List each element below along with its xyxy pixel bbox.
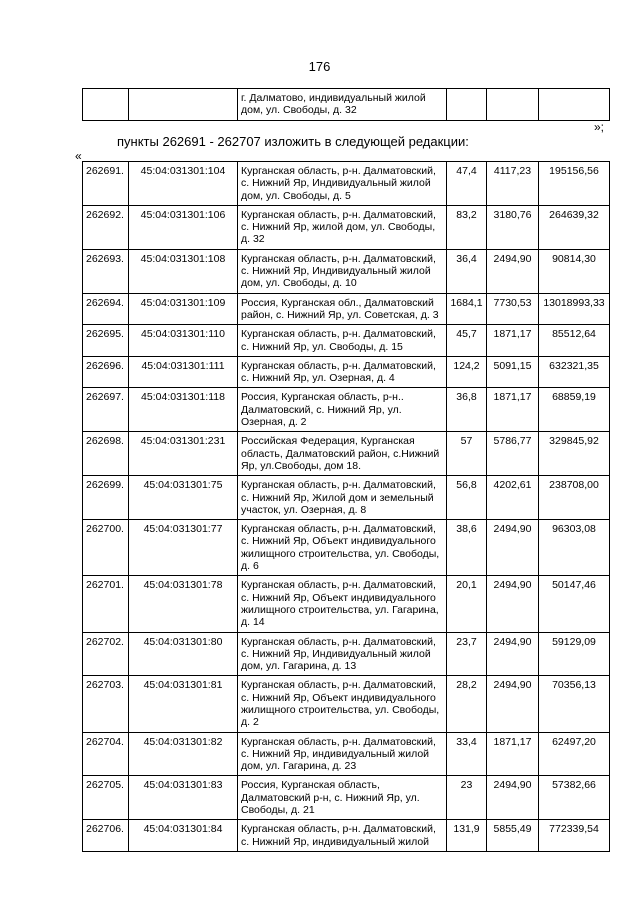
value-cell: 59129,09	[539, 632, 610, 676]
cadastral-number-cell: 45:04:031301:118	[129, 388, 238, 432]
previous-items-table	[82, 88, 610, 121]
item-number-cell: 262705.	[83, 776, 129, 820]
area-cell: 33,4	[447, 732, 487, 776]
address-cell: Курганская область, р-н. Далматовский, с. Нижний Яр, жилой дом, ул. Свободы, д. 32	[238, 205, 447, 249]
amendment-instruction: пункты 262691 - 262707 изложить в следующей редакции:	[117, 134, 469, 149]
table-row	[83, 162, 610, 206]
cadastral-number-cell: 45:04:031301:108	[129, 249, 238, 293]
value-cell: 57382,66	[539, 776, 610, 820]
price-cell: 5855,49	[487, 820, 539, 852]
area-cell: 131,9	[447, 820, 487, 852]
area-cell: 45,7	[447, 325, 487, 357]
cadastral-number-cell: 45:04:031301:111	[129, 356, 238, 388]
area-cell: 56,8	[447, 476, 487, 520]
item-number-cell: 262701.	[83, 576, 129, 632]
price-cell	[487, 89, 539, 121]
cadastral-number-cell: 45:04:031301:104	[129, 162, 238, 206]
cadastral-number-cell: 45:04:031301:109	[129, 293, 238, 325]
cadastral-number-cell: 45:04:031301:80	[129, 632, 238, 676]
table-row	[83, 325, 610, 357]
address-cell: Курганская область, р-н. Далматовский, с. Нижний Яр, Жилой дом и земельный участок, ул. Озерная, д. 8	[238, 476, 447, 520]
address-cell: Россия, Курганская обл., Далматовский район, с. Нижний Яр, ул. Советская, д. 3	[238, 293, 447, 325]
value-cell: 632321,35	[539, 356, 610, 388]
address-cell: г. Далматово, индивидуальный жилой дом, ул. Свободы, д. 32	[238, 89, 447, 121]
table-row	[83, 520, 610, 576]
price-cell: 2494,90	[487, 520, 539, 576]
value-cell: 68859,19	[539, 388, 610, 432]
address-cell: Курганская область, р-н. Далматовский, с. Нижний Яр, индивидуальный жилой	[238, 820, 447, 852]
table-row	[83, 820, 610, 852]
area-cell	[447, 89, 487, 121]
address-cell: Курганская область, р-н. Далматовский, с. Нижний Яр, индивидуальный жилой дом, ул. Гагарина, д. 23	[238, 732, 447, 776]
price-cell: 1871,17	[487, 325, 539, 357]
table-row	[83, 676, 610, 732]
price-cell: 5786,77	[487, 432, 539, 476]
area-cell: 47,4	[447, 162, 487, 206]
area-cell: 28,2	[447, 676, 487, 732]
price-cell: 4117,23	[487, 162, 539, 206]
table-row	[83, 776, 610, 820]
price-cell: 4202,61	[487, 476, 539, 520]
cadastral-number-cell: 45:04:031301:231	[129, 432, 238, 476]
table-row	[83, 632, 610, 676]
price-cell: 5091,15	[487, 356, 539, 388]
item-number-cell: 262702.	[83, 632, 129, 676]
item-number-cell: 262699.	[83, 476, 129, 520]
address-cell: Курганская область, р-н. Далматовский, с. Нижний Яр, Индивидуальный жилой дом, ул. Гагарина, д. 13	[238, 632, 447, 676]
item-number-cell: 262691.	[83, 162, 129, 206]
item-number-cell: 262694.	[83, 293, 129, 325]
opening-quote: «	[75, 149, 82, 163]
cadastral-number-cell: 45:04:031301:81	[129, 676, 238, 732]
area-cell: 38,6	[447, 520, 487, 576]
value-cell: 96303,08	[539, 520, 610, 576]
address-cell: Курганская область, р-н. Далматовский, с. Нижний Яр, Объект индивидуального жилищного строительства, ул. Свободы, д. 6	[238, 520, 447, 576]
price-cell: 3180,76	[487, 205, 539, 249]
area-cell: 124,2	[447, 356, 487, 388]
address-cell: Курганская область, р-н. Далматовский, с. Нижний Яр, ул. Озерная, д. 4	[238, 356, 447, 388]
item-number-cell: 262692.	[83, 205, 129, 249]
address-cell: Российская Федерация, Курганская область, Далматовский район, с.Нижний Яр, ул.Свободы, дом 18.	[238, 432, 447, 476]
table-row	[83, 576, 610, 632]
value-cell: 13018993,33	[539, 293, 610, 325]
table-row	[83, 356, 610, 388]
cadastral-items-table	[82, 161, 610, 852]
area-cell: 23	[447, 776, 487, 820]
price-cell: 2494,90	[487, 249, 539, 293]
address-cell: Курганская область, р-н. Далматовский, с. Нижний Яр, Индивидуальный жилой дом, ул. Свободы, д. 5	[238, 162, 447, 206]
value-cell: 264639,32	[539, 205, 610, 249]
price-cell: 2494,90	[487, 676, 539, 732]
cadastral-number-cell: 45:04:031301:78	[129, 576, 238, 632]
item-number-cell: 262693.	[83, 249, 129, 293]
value-cell: 85512,64	[539, 325, 610, 357]
address-cell: Курганская область, р-н. Далматовский, с. Нижний Яр, Индивидуальный жилой дом, ул. Свободы, д. 10	[238, 249, 447, 293]
area-cell: 83,2	[447, 205, 487, 249]
value-cell: 329845,92	[539, 432, 610, 476]
area-cell: 36,8	[447, 388, 487, 432]
price-cell: 2494,90	[487, 776, 539, 820]
table-row	[83, 89, 610, 121]
cadastral-number-cell: 45:04:031301:75	[129, 476, 238, 520]
page-number: 176	[308, 59, 331, 74]
area-cell: 1684,1	[447, 293, 487, 325]
cadastral-number-cell: 45:04:031301:77	[129, 520, 238, 576]
cadastral-number-cell: 45:04:031301:84	[129, 820, 238, 852]
item-number-cell: 262698.	[83, 432, 129, 476]
cadastral-number-cell: 45:04:031301:82	[129, 732, 238, 776]
item-number-cell: 262704.	[83, 732, 129, 776]
address-cell: Россия, Курганская область, р-н.. Далматовский, с. Нижний Яр, ул. Озерная, д. 2	[238, 388, 447, 432]
price-cell: 2494,90	[487, 632, 539, 676]
value-cell: 90814,30	[539, 249, 610, 293]
address-cell: Курганская область, р-н. Далматовский, с. Нижний Яр, Объект индивидуального жилищного строительства, ул. Свободы, д. 2	[238, 676, 447, 732]
table-row	[83, 293, 610, 325]
table-row	[83, 476, 610, 520]
table-row	[83, 732, 610, 776]
address-cell: Курганская область, р-н. Далматовский, с. Нижний Яр, Объект индивидуального жилищного строительства, ул. Гагарина, д. 14	[238, 576, 447, 632]
item-number-cell: 262695.	[83, 325, 129, 357]
table-row	[83, 205, 610, 249]
table-row	[83, 388, 610, 432]
item-number-cell	[83, 89, 129, 121]
price-cell: 7730,53	[487, 293, 539, 325]
price-cell: 1871,17	[487, 732, 539, 776]
value-cell	[539, 89, 610, 121]
area-cell: 20,1	[447, 576, 487, 632]
item-number-cell: 262697.	[83, 388, 129, 432]
price-cell: 1871,17	[487, 388, 539, 432]
cadastral-number-cell: 45:04:031301:106	[129, 205, 238, 249]
value-cell: 238708,00	[539, 476, 610, 520]
closing-quote: »;	[594, 120, 605, 134]
item-number-cell: 262703.	[83, 676, 129, 732]
item-number-cell: 262706.	[83, 820, 129, 852]
item-number-cell: 262696.	[83, 356, 129, 388]
cadastral-number-cell: 45:04:031301:110	[129, 325, 238, 357]
value-cell: 62497,20	[539, 732, 610, 776]
value-cell: 70356,13	[539, 676, 610, 732]
table-row	[83, 432, 610, 476]
address-cell: Россия, Курганская область, Далматовский р-н, с. Нижний Яр, ул. Свободы, д. 21	[238, 776, 447, 820]
area-cell: 36,4	[447, 249, 487, 293]
address-cell: Курганская область, р-н. Далматовский, с. Нижний Яр, ул. Свободы, д. 15	[238, 325, 447, 357]
item-number-cell: 262700.	[83, 520, 129, 576]
price-cell: 2494,90	[487, 576, 539, 632]
value-cell: 50147,46	[539, 576, 610, 632]
value-cell: 772339,54	[539, 820, 610, 852]
table-row	[83, 249, 610, 293]
cadastral-number-cell: 45:04:031301:83	[129, 776, 238, 820]
area-cell: 23,7	[447, 632, 487, 676]
value-cell: 195156,56	[539, 162, 610, 206]
cadastral-number-cell	[129, 89, 238, 121]
area-cell: 57	[447, 432, 487, 476]
